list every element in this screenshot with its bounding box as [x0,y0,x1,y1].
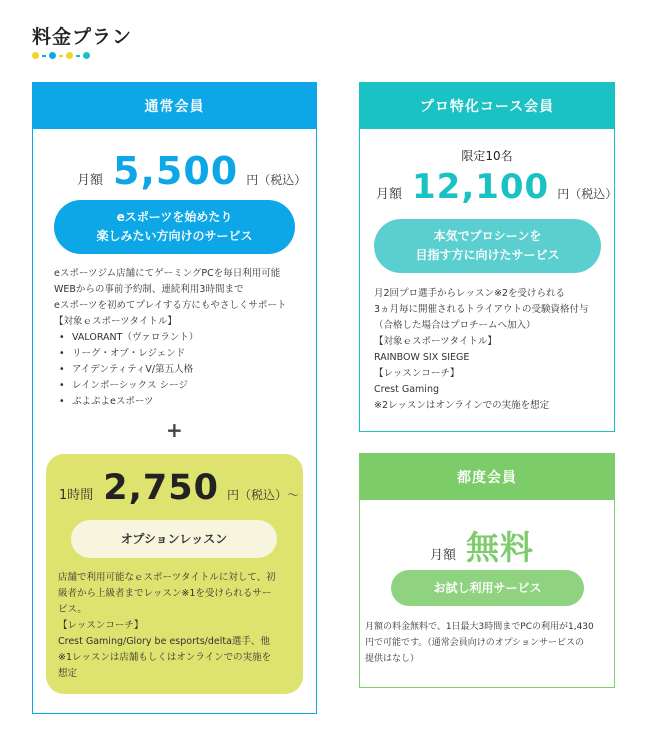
free-plan-title: 都度会員 [360,454,614,500]
regular-plan-card [32,82,317,714]
desc-line: 級者から上級者までレッスン※1を受けられるサー [58,588,272,599]
price-prefix: 月額 [376,187,403,202]
desc-line: 【レッスンコーチ】 [58,620,144,631]
pill-line: 目指す方に向けたサービス [415,248,560,262]
price-amount: 5,500 [113,149,239,193]
title-list-item: • リーグ・オブ・レジェンド [54,346,304,362]
decoration-dot [66,52,73,59]
price-prefix: 月額 [430,548,457,563]
price-unit: 円（税込） [246,173,307,187]
title-decoration [32,52,93,59]
decoration-dot [83,52,90,59]
option-lesson-button[interactable]: オプションレッスン [71,520,277,558]
regular-price [77,149,306,193]
free-description [365,619,613,667]
plus-icon: + [166,418,183,442]
pro-plan-title: プロ特化コース会員 [360,83,614,129]
decoration-dot [49,52,56,59]
desc-line: 提供はなし） [365,654,420,664]
desc-line: 店舗で利用可能なｅスポーツタイトルに対して、初 [58,572,276,583]
desc-line: Crest Gaming/Glory be esports/delta選手、他 [58,636,270,647]
free-plan-card [359,453,615,688]
desc-line: 想定 [58,668,78,679]
price-amount: 無料 [466,528,535,567]
trial-service-button[interactable]: お試し利用サービス [391,570,584,606]
desc-line: ※2レッスンはオンラインでの実施を想定 [374,400,550,411]
section-title: 料金プラン [32,26,133,48]
desc-line: eスポーツジム店舗にてゲーミングPCを毎日利用可能 [54,268,281,279]
limited-badge: 限定10名 [461,149,513,163]
pill-line: eスポーツを始めたり [116,210,233,225]
price-amount: 2,750 [103,468,219,508]
pill-line: 本気でプロシーンを [433,229,542,244]
desc-line: RAINBOW SIX SIEGE [374,352,470,363]
regular-service-button[interactable] [54,200,295,254]
option-price [59,468,299,508]
desc-line: 月額の料金無料で、1日最大3時間までPCの利用が1,430 [365,622,594,632]
desc-line: ※1レッスンは店舗もしくはオンラインでの実施を [58,652,272,663]
pill-line: 楽しみたい方向けのサービス [96,229,253,243]
price-prefix: 1時間 [59,488,94,503]
pro-description [374,286,610,414]
decoration-dot [32,52,39,59]
pro-price [376,167,617,207]
desc-line: Crest Gaming [374,384,439,395]
price-prefix: 月額 [77,173,104,188]
free-price [430,522,534,569]
desc-line: ビス。 [58,604,87,615]
desc-line: 【対象ｅスポーツタイトル】 [54,316,177,327]
price-amount: 12,100 [412,167,550,207]
title-list-item: • レインボーシックス シージ [54,378,304,394]
desc-line: 3ヵ月毎に開催されるトライアウトの受験資格付与 [374,304,589,315]
desc-line: 【対象ｅスポーツタイトル】 [374,336,497,347]
option-lesson-box [46,454,303,694]
price-unit: 円（税込）〜 [227,488,300,502]
title-list-item: • アイデンティティV/第五人格 [54,362,304,378]
desc-line: eスポーツを初めてプレイする方にもやさしくサポート [54,300,287,311]
desc-line: 【レッスンコーチ】 [374,368,460,379]
title-list-item: • VALORANT（ヴァロラント） [54,330,304,346]
regular-plan-title: 通常会員 [33,83,316,129]
title-list-item: • ぷよぷよeスポーツ [54,394,304,410]
desc-line: （合格した場合はプロチームへ加入） [374,320,536,331]
title-list [54,330,304,410]
option-description [58,570,294,682]
desc-line: 円で可能です。（通常会員向けのオプションサービスの [365,638,584,648]
price-unit: 円（税込） [557,187,618,201]
pro-service-button[interactable] [374,219,601,273]
pro-plan-card [359,82,618,432]
regular-description [54,266,304,410]
desc-line: 月2回プロ選手からレッスン※2を受けられる [374,288,565,299]
desc-line: WEBからの事前予約制、連続利用3時間まで [54,284,244,295]
